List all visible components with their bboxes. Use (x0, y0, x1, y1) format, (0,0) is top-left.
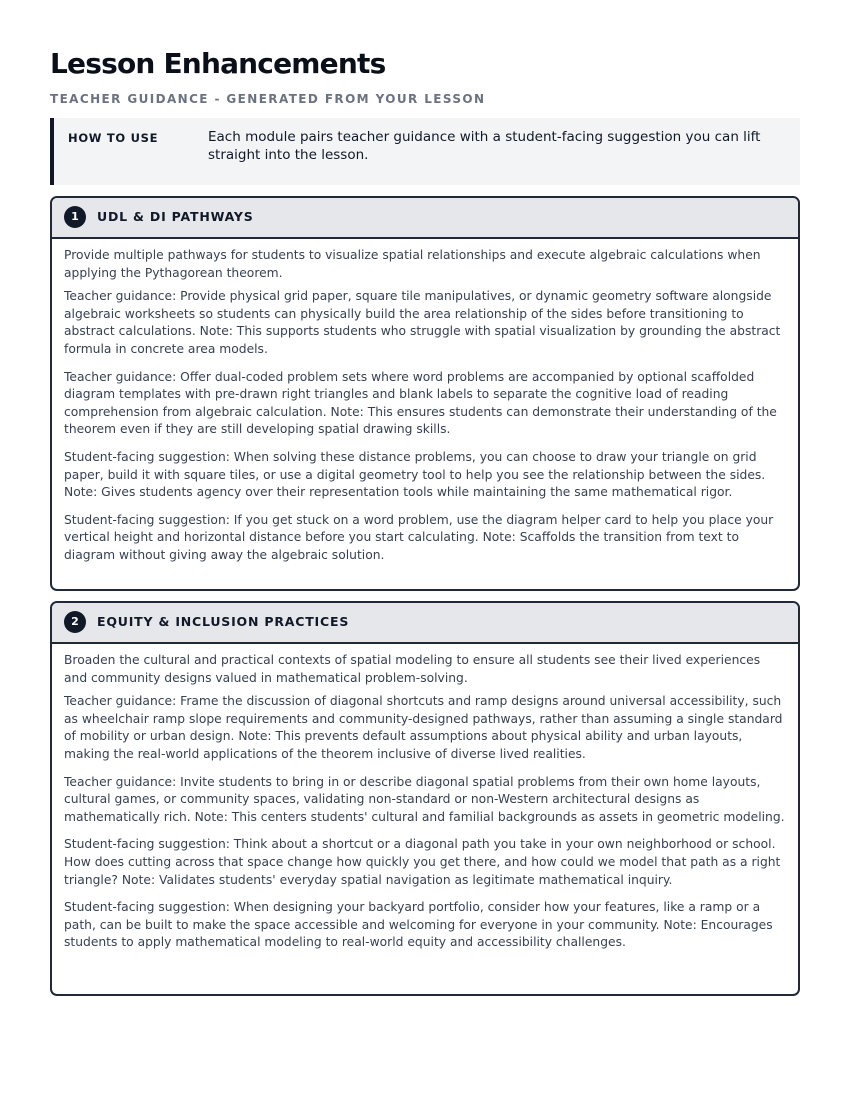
module-number-badge: 1 (64, 206, 86, 228)
module-body (52, 239, 798, 579)
module-intro: Broaden the cultural and practical contexts of spatial modeling to ensure all students see their lived experiences and community designs valued in mathematical problem-solving. (64, 653, 761, 685)
module-paragraph: Student-facing suggestion: Think about a shortcut or a diagonal path you take in your own neighborhood or school. How does cutting across that space change how quickly you get there, and how could we model that path as a right triangle? Note: Validates students' everyday spatial navigation as legitimate mathematical inquiry. (64, 837, 781, 887)
module-paragraph: Teacher guidance: Frame the discussion of diagonal shortcuts and ramp designs around universal accessibility, such as wheelchair ramp slope requirements and community-designed pathways, rather than assuming a single standard of mobility or urban design. Note: This prevents default assumptions about physical ability and urban layouts, making the real-world applications of the theorem inclusive of diverse lived realities. (64, 694, 783, 761)
module-body (52, 644, 798, 966)
module-intro: Provide multiple pathways for students to visualize spatial relationships and execute algebraic calculations when applying the Pythagorean theorem. (64, 248, 761, 280)
module-card-udl-di (50, 196, 800, 591)
module-paragraph: Student-facing suggestion: When designing your backyard portfolio, consider how your features, like a ramp or a path, can be built to make the space accessible and welcoming for everyone in your community. Note: Encourages students to apply mathematical modeling to real-world equity and accessibility challenges. (64, 900, 773, 950)
module-paragraph: Student-facing suggestion: When solving these distance problems, you can choose to draw your triangle on grid paper, build it with square tiles, or use a digital geometry tool to help you see the relationship between the sides. Note: Gives students agency over their representation tools while maintaining the same mathematical rigor. (64, 449, 766, 500)
page-title: Lesson Enhancements (50, 47, 386, 80)
module-paragraph: Student-facing suggestion: If you get stuck on a word problem, use the diagram helper card to help you place your vertical height and horizontal distance before you start calculating. Note: Scaffolds the transition from text to diagram without giving away the algebraic solution. (64, 512, 774, 562)
page-subtitle: TEACHER GUIDANCE - GENERATED FROM YOUR LESSON (50, 92, 486, 106)
how-to-use-callout (50, 118, 800, 185)
module-paragraph: Teacher guidance: Provide physical grid paper, square tile manipulatives, or dynamic geometry software alongside algebraic worksheets so students can physically build the area relationship of the sides before transitioning to abstract calculations. Note: This supports students who struggle with spatial visualization by grounding the abstract formula in concrete area models. (64, 289, 781, 356)
module-number-badge: 2 (64, 611, 86, 633)
lesson-enhancements-page (50, 44, 800, 185)
module-paragraph: Teacher guidance: Offer dual-coded problem sets where word problems are accompanied by optional scaffolded diagram templates with pre-drawn right triangles and blank labels to separate the cognitive load of reading comprehension from algebraic calculation. Note: This ensures students can demonstrate their understanding of the theorem even if they are still developing spatial drawing skills. (64, 369, 777, 437)
module-title: EQUITY & INCLUSION PRACTICES (97, 614, 350, 629)
module-header (52, 603, 798, 644)
module-paragraph: Teacher guidance: Invite students to bring in or describe diagonal spatial problems from their own home layouts, cultural games, or community spaces, validating non-standard or non-Western architectural designs as mathematically rich. Note: This centers students' cultural and familial backgrounds as assets in geometric modeling. (64, 774, 785, 824)
how-to-use-label: HOW TO USE (68, 131, 159, 145)
how-to-use-text: Each module pairs teacher guidance with a student-facing suggestion you can lift straight into the lesson. (208, 129, 761, 163)
module-title: UDL & DI PATHWAYS (97, 209, 254, 224)
module-card-equity-inclusion (50, 601, 800, 996)
module-header (52, 198, 798, 239)
